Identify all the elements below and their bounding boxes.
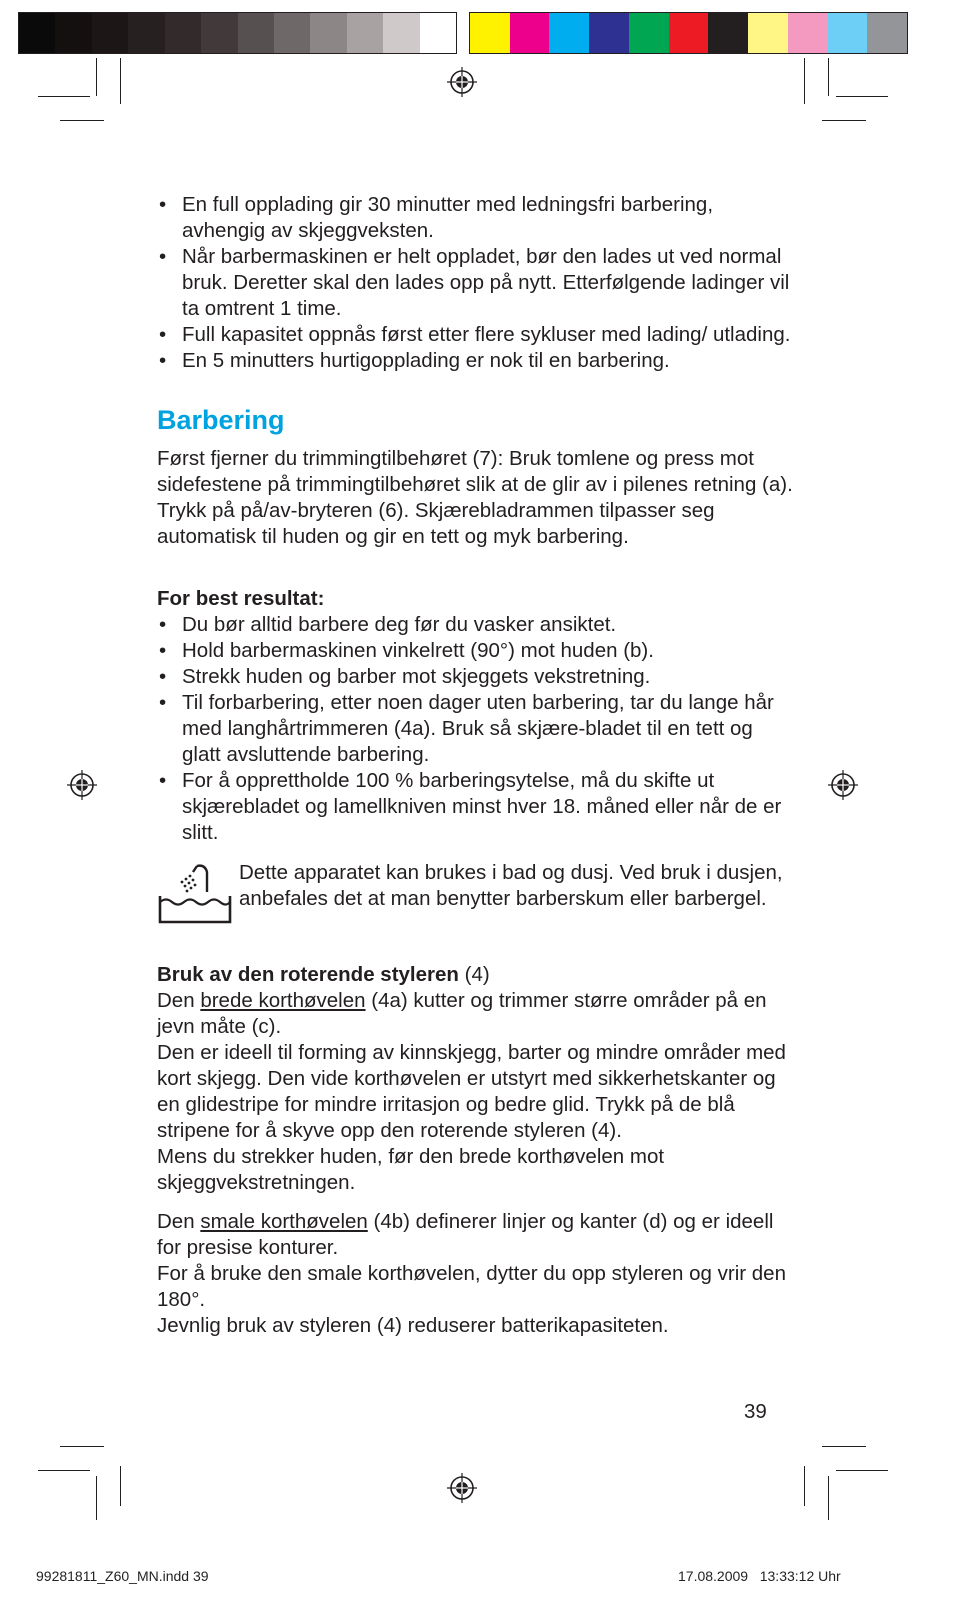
list-item: • En full opplading gir 30 minutter med ledningsfri barbering, avhengig av skjeggveksten.: [157, 192, 797, 244]
crop-mark: [38, 1470, 90, 1471]
best-results-list: [157, 612, 797, 846]
shower-note: [157, 860, 797, 940]
narrow-trimmer-term: smale korthøvelen: [200, 1210, 368, 1233]
best-results-heading: For best resultat:: [157, 587, 325, 610]
list-item: • Strekk huden og barber mot skjeggets vekstretning.: [157, 664, 797, 690]
styler-paragraph: [157, 988, 797, 1040]
color-swatch: [383, 13, 419, 53]
color-swatch: [589, 13, 629, 53]
crop-mark: [96, 58, 97, 96]
crop-mark: [822, 1446, 866, 1447]
shower-bath-icon: [157, 862, 232, 926]
list-item: • En 5 minutters hurtigopplading er nok til en barbering.: [157, 348, 797, 374]
color-swatch: [788, 13, 828, 53]
color-swatch: [347, 13, 383, 53]
styler-paragraph: Mens du strekker huden, før den brede korthøvelen mot skjeggvekstretningen.: [157, 1145, 665, 1194]
list-item: • Hold barbermaskinen vinkelrett (90°) mot huden (b).: [157, 638, 797, 664]
color-swatch: [201, 13, 237, 53]
text-fragment: Den: [157, 1210, 201, 1233]
crop-mark: [60, 1446, 104, 1447]
color-swatch: [669, 13, 709, 53]
list-item: • For å opprettholde 100 % barberingsytelse, må du skifte ut skjærebladet og lamellkniven minst hver 18. måned eller når de er slitt.: [157, 768, 797, 846]
page-number: 39: [744, 1400, 767, 1423]
color-swatch: [549, 13, 589, 53]
crop-mark: [60, 120, 104, 121]
color-swatch: [510, 13, 550, 53]
color-swatch: [165, 13, 201, 53]
crop-mark: [38, 96, 90, 97]
section-heading: Barbering: [157, 405, 285, 435]
color-swatch: [274, 13, 310, 53]
crop-mark: [804, 58, 805, 104]
styler-paragraph: Jevnlig bruk av styleren (4) reduserer batterikapasiteten.: [157, 1314, 669, 1337]
slug-file-info: 99281811_Z60_MN.indd 39: [36, 1568, 209, 1584]
slug-date-info: 17.08.2009 13:33:12 Uhr: [678, 1568, 841, 1584]
crop-mark: [96, 1476, 97, 1520]
color-swatch: [748, 13, 788, 53]
crop-mark: [120, 1466, 121, 1506]
list-item: • Full kapasitet oppnås først etter flere sykluser med lading/ utlading.: [157, 322, 797, 348]
color-swatch: [238, 13, 274, 53]
color-swatch: [92, 13, 128, 53]
text-fragment: (4a) kutter og trimmer større områder på en jevn måte (c).: [157, 989, 767, 1038]
styler-paragraph: [157, 1209, 797, 1261]
section-intro-paragraph: Først fjerner du trimmingtilbehøret (7): Bruk tomlene og press mot sidefestene på trimmingtilbehøret slik at de glir av i pilenes retning (a). Trykk på på/av-bryteren (6). Skjærebladrammen tilpasser seg automatisk til huden og gir en tett og myk barbering.: [157, 447, 793, 548]
crop-mark: [804, 1466, 805, 1506]
registration-mark-icon: [447, 1473, 477, 1503]
text-fragment: Den: [157, 989, 201, 1012]
grayscale-color-bar: [18, 12, 457, 54]
color-swatch: [828, 13, 868, 53]
page-content: [157, 192, 797, 1339]
crop-mark: [828, 1476, 829, 1520]
color-swatch: [420, 13, 456, 53]
text-fragment: (4b) definerer linjer og kanter (d) og er ideell for presise konturer.: [157, 1210, 774, 1259]
list-item: • Til forbarbering, etter noen dager uten barbering, tar du lange hår med langhårtrimmeren (4a). Bruk så skjære-bladet til en tett og glatt avsluttende barbering.: [157, 690, 797, 768]
wide-trimmer-term: brede korthøvelen: [200, 989, 366, 1012]
crop-mark: [836, 1470, 888, 1471]
color-swatch: [708, 13, 748, 53]
intro-bullet-list: [157, 192, 797, 374]
styler-paragraph: Den er ideell til forming av kinnskjegg, barter og mindre områder med kort skjegg. Den vide korthøvelen er utstyrt med sikkerhetskanter og en glidestripe for mindre irritasjon og bedre glid. Trykk på de blå stripene for å skyve opp den roterende styleren (4).: [157, 1041, 786, 1142]
color-swatch: [19, 13, 55, 53]
registration-mark-icon: [828, 770, 858, 800]
color-swatch: [128, 13, 164, 53]
process-color-bar: [469, 12, 908, 54]
color-swatch: [310, 13, 346, 53]
styler-heading: [157, 962, 797, 988]
crop-mark: [822, 120, 866, 121]
color-swatch: [867, 13, 907, 53]
registration-mark-icon: [447, 67, 477, 97]
color-swatch: [470, 13, 510, 53]
crop-mark: [836, 96, 888, 97]
list-item: • Når barbermaskinen er helt oppladet, bør den lades ut ved normal bruk. Deretter skal den lades opp på nytt. Etterfølgende ladinger vil ta omtrent 1 time.: [157, 244, 797, 322]
crop-mark: [828, 58, 829, 96]
registration-mark-icon: [67, 770, 97, 800]
list-item: • Du bør alltid barbere deg før du vasker ansiktet.: [157, 612, 797, 638]
shower-note-text: Dette apparatet kan brukes i bad og dusj. Ved bruk i dusjen, anbefales det at man benytter barberskum eller barbergel.: [239, 861, 783, 910]
color-swatch: [55, 13, 91, 53]
styler-heading-suffix: (4): [458, 963, 490, 986]
crop-mark: [120, 58, 121, 104]
styler-heading-bold: Bruk av den roterende styleren: [157, 963, 459, 986]
color-swatch: [629, 13, 669, 53]
styler-paragraph: For å bruke den smale korthøvelen, dytter du opp styleren og vrir den 180°.: [157, 1262, 786, 1311]
